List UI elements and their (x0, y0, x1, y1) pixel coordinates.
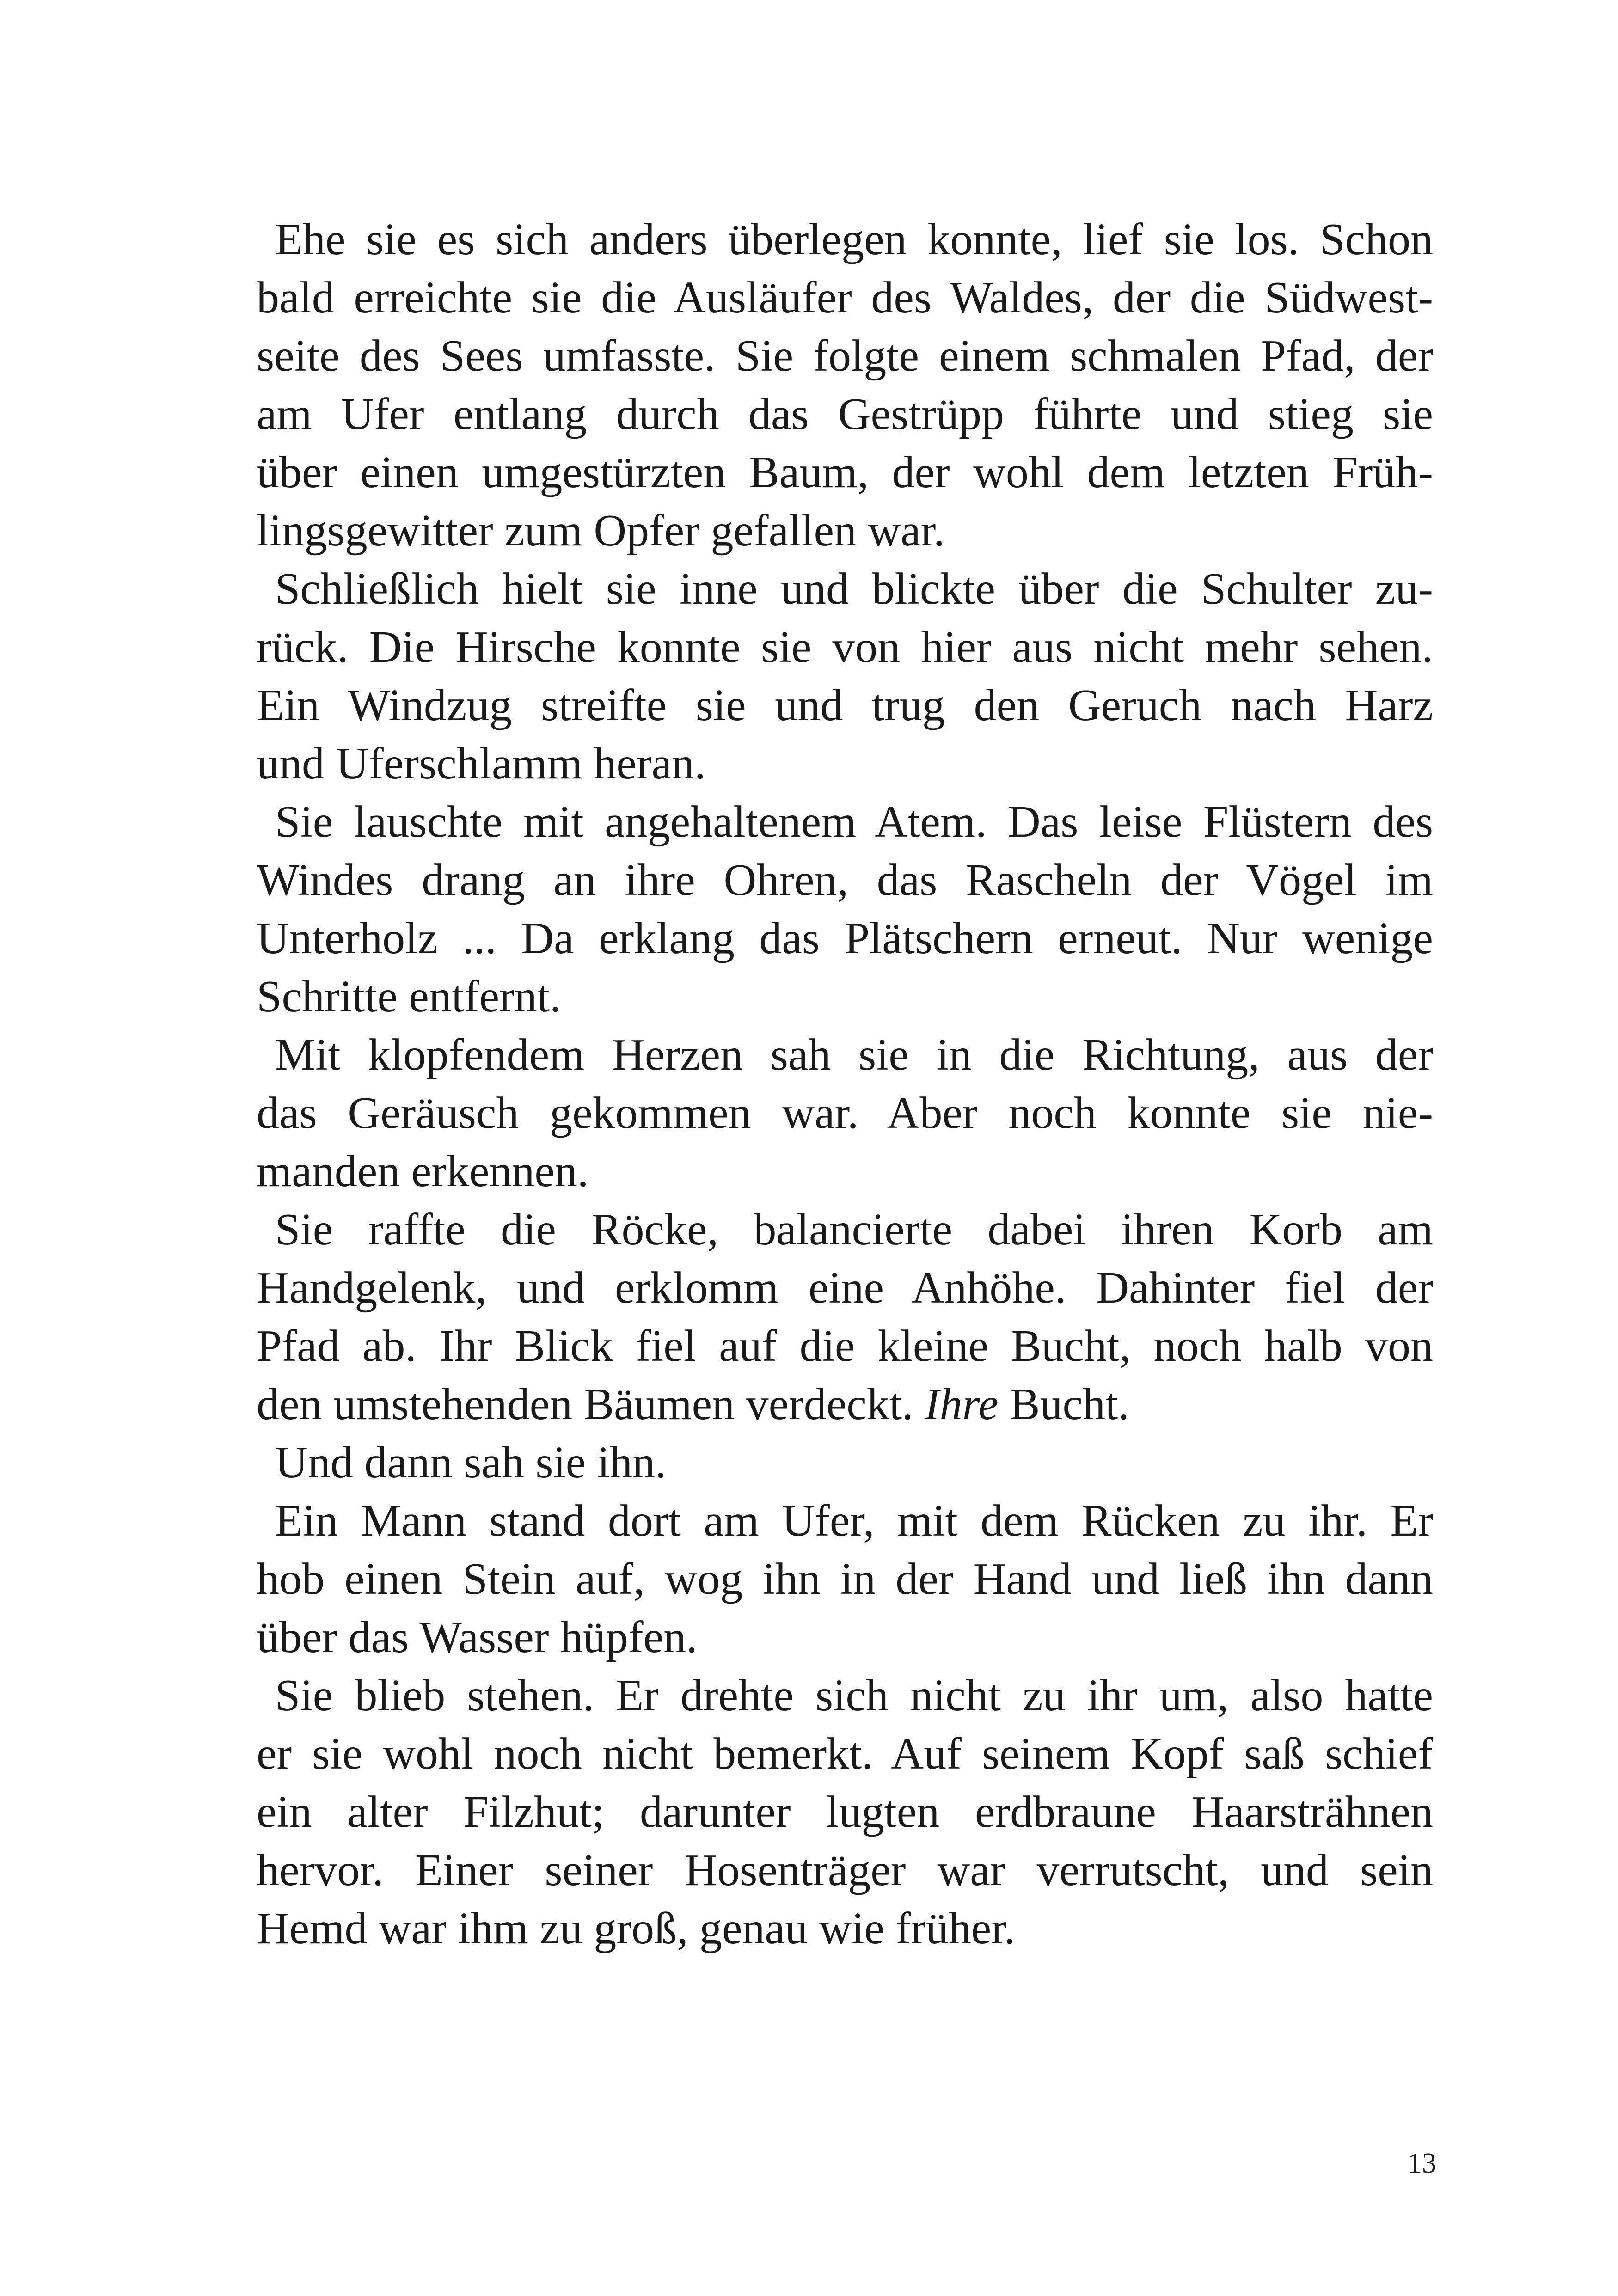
emphasized-word: Ihre (925, 1379, 999, 1429)
text-line: über einen umgestürzten Baum, der wohl dem letzten Früh- (257, 447, 1433, 497)
text-line: Sie raffte die Röcke, balancierte dabei ihren Korb am (275, 1205, 1433, 1255)
text-line: und Uferschlamm heran. (257, 739, 706, 789)
text-line: am Ufer entlang durch das Gestrüpp führte und stieg sie (257, 389, 1433, 439)
text-line: Unterholz ... Da erklang das Plätschern erneut. Nur wenige (257, 913, 1433, 963)
text-line: Ein Windzug streifte sie und trug den Geruch nach Harz (257, 680, 1433, 730)
text-line: Ein Mann stand dort am Ufer, mit dem Rücken zu ihr. Er (275, 1496, 1433, 1546)
text-line: über das Wasser hüpfen. (257, 1612, 698, 1662)
text-fragment: Bucht. (998, 1379, 1129, 1429)
text-line: Handgelenk, und erklomm eine Anhöhe. Dahinter fiel der (257, 1263, 1433, 1313)
text-line: Sie blieb stehen. Er drehte sich nicht zu ihr um, also hatte (275, 1671, 1433, 1720)
text-fragment: den umstehenden Bäumen verdeckt. (257, 1379, 925, 1429)
text-line: seite des Sees umfasste. Sie folgte einem schmalen Pfad, der (257, 331, 1433, 381)
text-line: ein alter Filzhut; darunter lugten erdbraune Haarsträhnen (257, 1787, 1433, 1837)
text-line: das Geräusch gekommen war. Aber noch konnte sie nie- (257, 1088, 1433, 1138)
text-line: Hemd war ihm zu groß, genau wie früher. (257, 1904, 1015, 1953)
text-line: Sie lauschte mit angehaltenem Atem. Das leise Flüstern des (275, 797, 1433, 847)
text-line: bald erreichte sie die Ausläufer des Waldes, der die Südwest- (257, 273, 1433, 323)
text-line: hob einen Stein auf, wog ihn in der Hand und ließ ihn dann (257, 1554, 1433, 1604)
text-line: Und dann sah sie ihn. (275, 1438, 667, 1488)
page-number: 13 (1408, 2148, 1436, 2179)
text-line: Schließlich hielt sie inne und blickte über die Schulter zu- (275, 564, 1433, 614)
text-line: lingsgewitter zum Opfer gefallen war. (257, 506, 945, 556)
body-text (257, 210, 1433, 1958)
text-line (257, 1375, 1433, 1433)
text-line: hervor. Einer seiner Hosenträger war verrutscht, und sein (257, 1845, 1433, 1895)
text-line: rück. Die Hirsche konnte sie von hier aus nicht mehr sehen. (257, 622, 1433, 672)
text-line: Windes drang an ihre Ohren, das Rascheln der Vögel im (257, 855, 1433, 905)
text-line: Ehe sie es sich anders überlegen konnte, lief sie los. Schon (275, 214, 1433, 264)
text-line: Schritte entfernt. (257, 972, 561, 1022)
text-line: er sie wohl noch nicht bemerkt. Auf seinem Kopf saß schief (257, 1729, 1433, 1779)
text-line: Mit klopfendem Herzen sah sie in die Richtung, aus der (275, 1030, 1433, 1080)
text-line: Pfad ab. Ihr Blick fiel auf die kleine Bucht, noch halb von (257, 1321, 1433, 1371)
text-line: manden erkennen. (257, 1146, 589, 1196)
